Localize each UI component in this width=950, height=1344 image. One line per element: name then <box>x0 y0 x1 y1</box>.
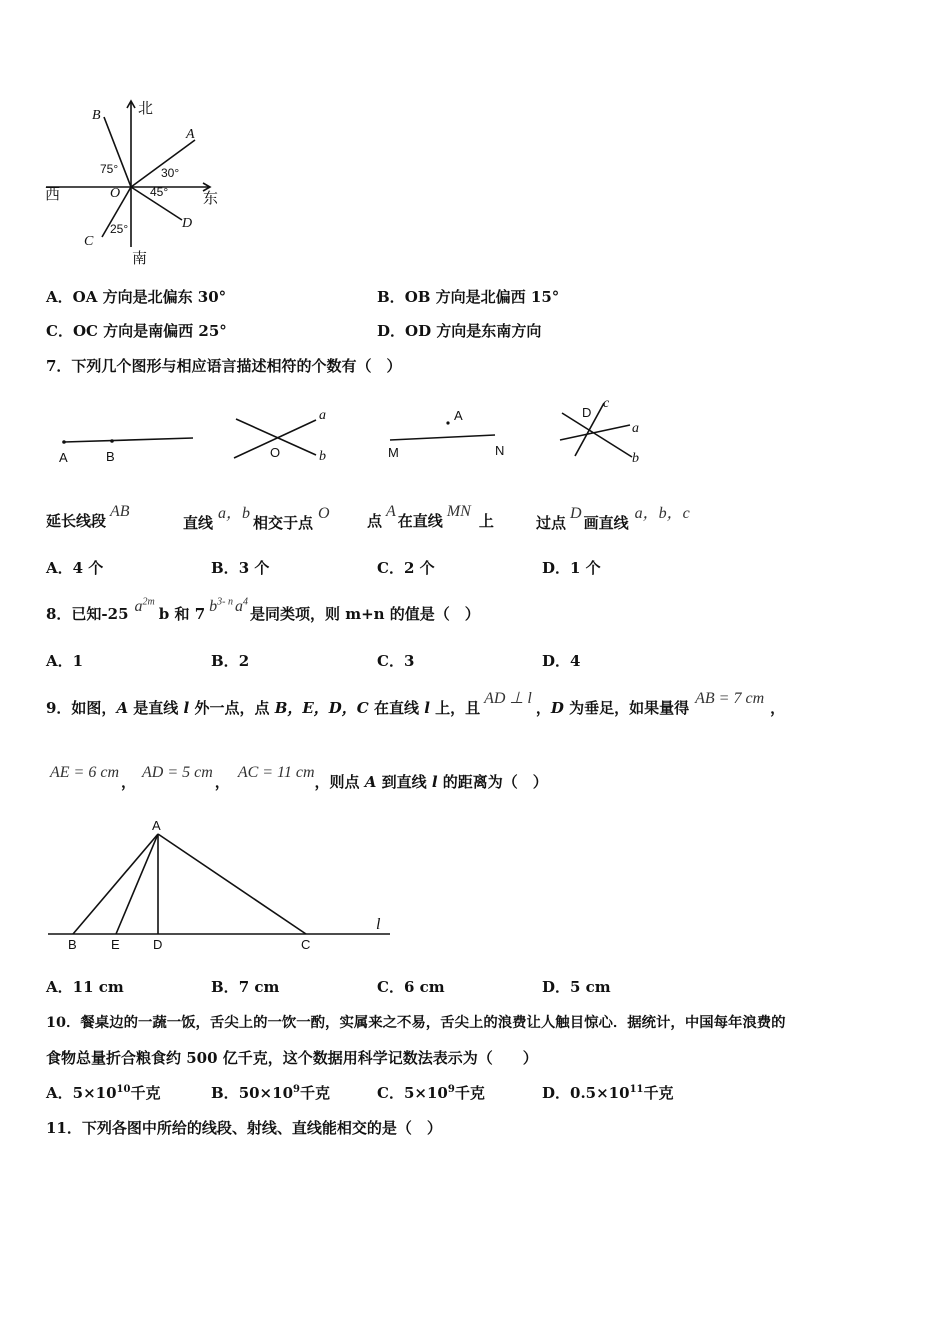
label-E: E <box>111 937 120 952</box>
q10-option-c: C．$5\times 10^9$千克 <box>377 1084 485 1102</box>
q6-option-a: A．OA 方向是北偏东 30° <box>46 288 227 306</box>
north-label: 北 <box>138 99 154 117</box>
angle-30-label: 30° <box>161 166 180 180</box>
fig1-line <box>64 438 193 442</box>
q6-option-b: B．OB 方向是北偏西 15° <box>377 288 560 306</box>
fig2-a-label: a <box>319 408 326 423</box>
q9-triangle-figure <box>40 815 400 955</box>
q8-option-a: A．1 <box>46 652 84 670</box>
q9-option-d: D．5 cm <box>542 978 611 996</box>
fig4-a-label: a <box>632 421 639 436</box>
q8-option-d: D．4 <box>542 652 581 670</box>
label-l: l <box>376 916 381 933</box>
q10-option-a: A．$5\times 10^{10}$千克 <box>46 1084 161 1102</box>
fig4-c-label: c <box>603 396 610 411</box>
south-label: 南 <box>132 249 148 267</box>
q7-option-c: C．2 个 <box>377 559 435 577</box>
q7-desc-1: 延长线段AB <box>46 503 130 530</box>
q10-option-d: D．$0.5\times 10^{11}$千克 <box>542 1084 674 1102</box>
label-C: C <box>301 937 311 952</box>
segment-AE <box>116 834 158 934</box>
segment-AC <box>158 834 306 934</box>
q6-option-c: C．OC 方向是南偏西 25° <box>46 322 227 340</box>
q8-option-b: B．2 <box>211 652 250 670</box>
label-B: B <box>68 937 77 952</box>
q7-option-d: D．1 个 <box>542 559 601 577</box>
fig3-A-label: A <box>454 408 463 423</box>
q6-option-d: D．OD 方向是东南方向 <box>377 322 542 340</box>
q9-stem-line1: 9．如图，A 是直线 l 外一点，点 B，E，D，C 在直线 l 上，且AD ⊥ l，D 为垂足，如果量得AB = 7 cm， <box>46 690 786 717</box>
fig4-line-b <box>562 413 632 457</box>
point-D-label: D <box>182 216 193 231</box>
q9-option-a: A．11 cm <box>46 978 124 996</box>
fig3-line-MN <box>390 435 495 440</box>
fig1-point-A <box>62 440 66 444</box>
fig4-D-label: D <box>582 405 592 420</box>
fig4-b-label: b <box>632 451 639 466</box>
east-label: 东 <box>203 189 219 207</box>
q7-stem: 7．下列几个图形与相应语言描述相符的个数有（ ） <box>46 357 402 375</box>
q11-stem: 11．下列各图中所给的线段、射线、直线能相交的是（ ） <box>46 1119 442 1137</box>
fig2-O-label: O <box>270 445 281 460</box>
angle-25-label: 25° <box>110 222 129 236</box>
q7-option-a: A．4 个 <box>46 559 104 577</box>
compass-figure <box>40 95 230 270</box>
fig3-point-A <box>446 421 449 424</box>
point-B-label: B <box>92 108 101 123</box>
fig4-line-a <box>560 425 630 440</box>
q9-stem-line2: AE = 6 cm，AD = 5 cm，AC = 11 cm，则点 A 到直线 l 的距离为（ ） <box>50 764 548 791</box>
q9-option-c: C．6 cm <box>377 978 445 996</box>
angle-45-label: 45° <box>150 185 169 199</box>
q8-stem: 8．已知-25 $a^{2m}b$ 和 7 $b^{3- n}$ $a^4$是同类项，则 m+n 的值是（ ） <box>46 596 480 623</box>
label-A: A <box>152 818 161 833</box>
ray-OB <box>104 117 131 187</box>
point-A-label: A <box>186 127 195 142</box>
fig2-b-label: b <box>319 449 326 464</box>
segment-AB <box>73 834 158 934</box>
fig3-M-label: M <box>388 445 399 460</box>
q7-desc-4: 过点D画直线a，b，c <box>536 505 690 532</box>
q10-option-b: B．$50\times 10^9$千克 <box>211 1084 330 1102</box>
fig1-B-label: B <box>106 449 115 464</box>
q7-desc-3: 点A在直线MN上 <box>367 503 494 530</box>
q7-desc-2: 直线a，b相交于点O <box>183 505 330 532</box>
fig3-N-label: N <box>495 443 505 458</box>
label-D: D <box>153 937 163 952</box>
q9-option-b: B．7 cm <box>211 978 280 996</box>
angle-75-label: 75° <box>100 162 119 176</box>
fig1-A-label: A <box>59 450 68 465</box>
q7-figures <box>40 395 680 470</box>
q10-stem-line2: 食物总量折合粮食约 500 亿千克，这个数据用科学记数法表示为（ ） <box>46 1049 538 1067</box>
point-C-label: C <box>84 234 94 249</box>
q8-option-c: C．3 <box>377 652 415 670</box>
q10-stem-line1: 10．餐桌边的一蔬一饭，舌尖上的一饮一酌，实属来之不易，舌尖上的浪费让人触目惊心．据统计，中国每年浪费的 <box>46 1014 786 1031</box>
west-label: 西 <box>45 185 61 203</box>
q7-option-b: B．3 个 <box>211 559 270 577</box>
point-O-label: O <box>110 186 121 201</box>
fig1-point-B <box>110 439 114 443</box>
